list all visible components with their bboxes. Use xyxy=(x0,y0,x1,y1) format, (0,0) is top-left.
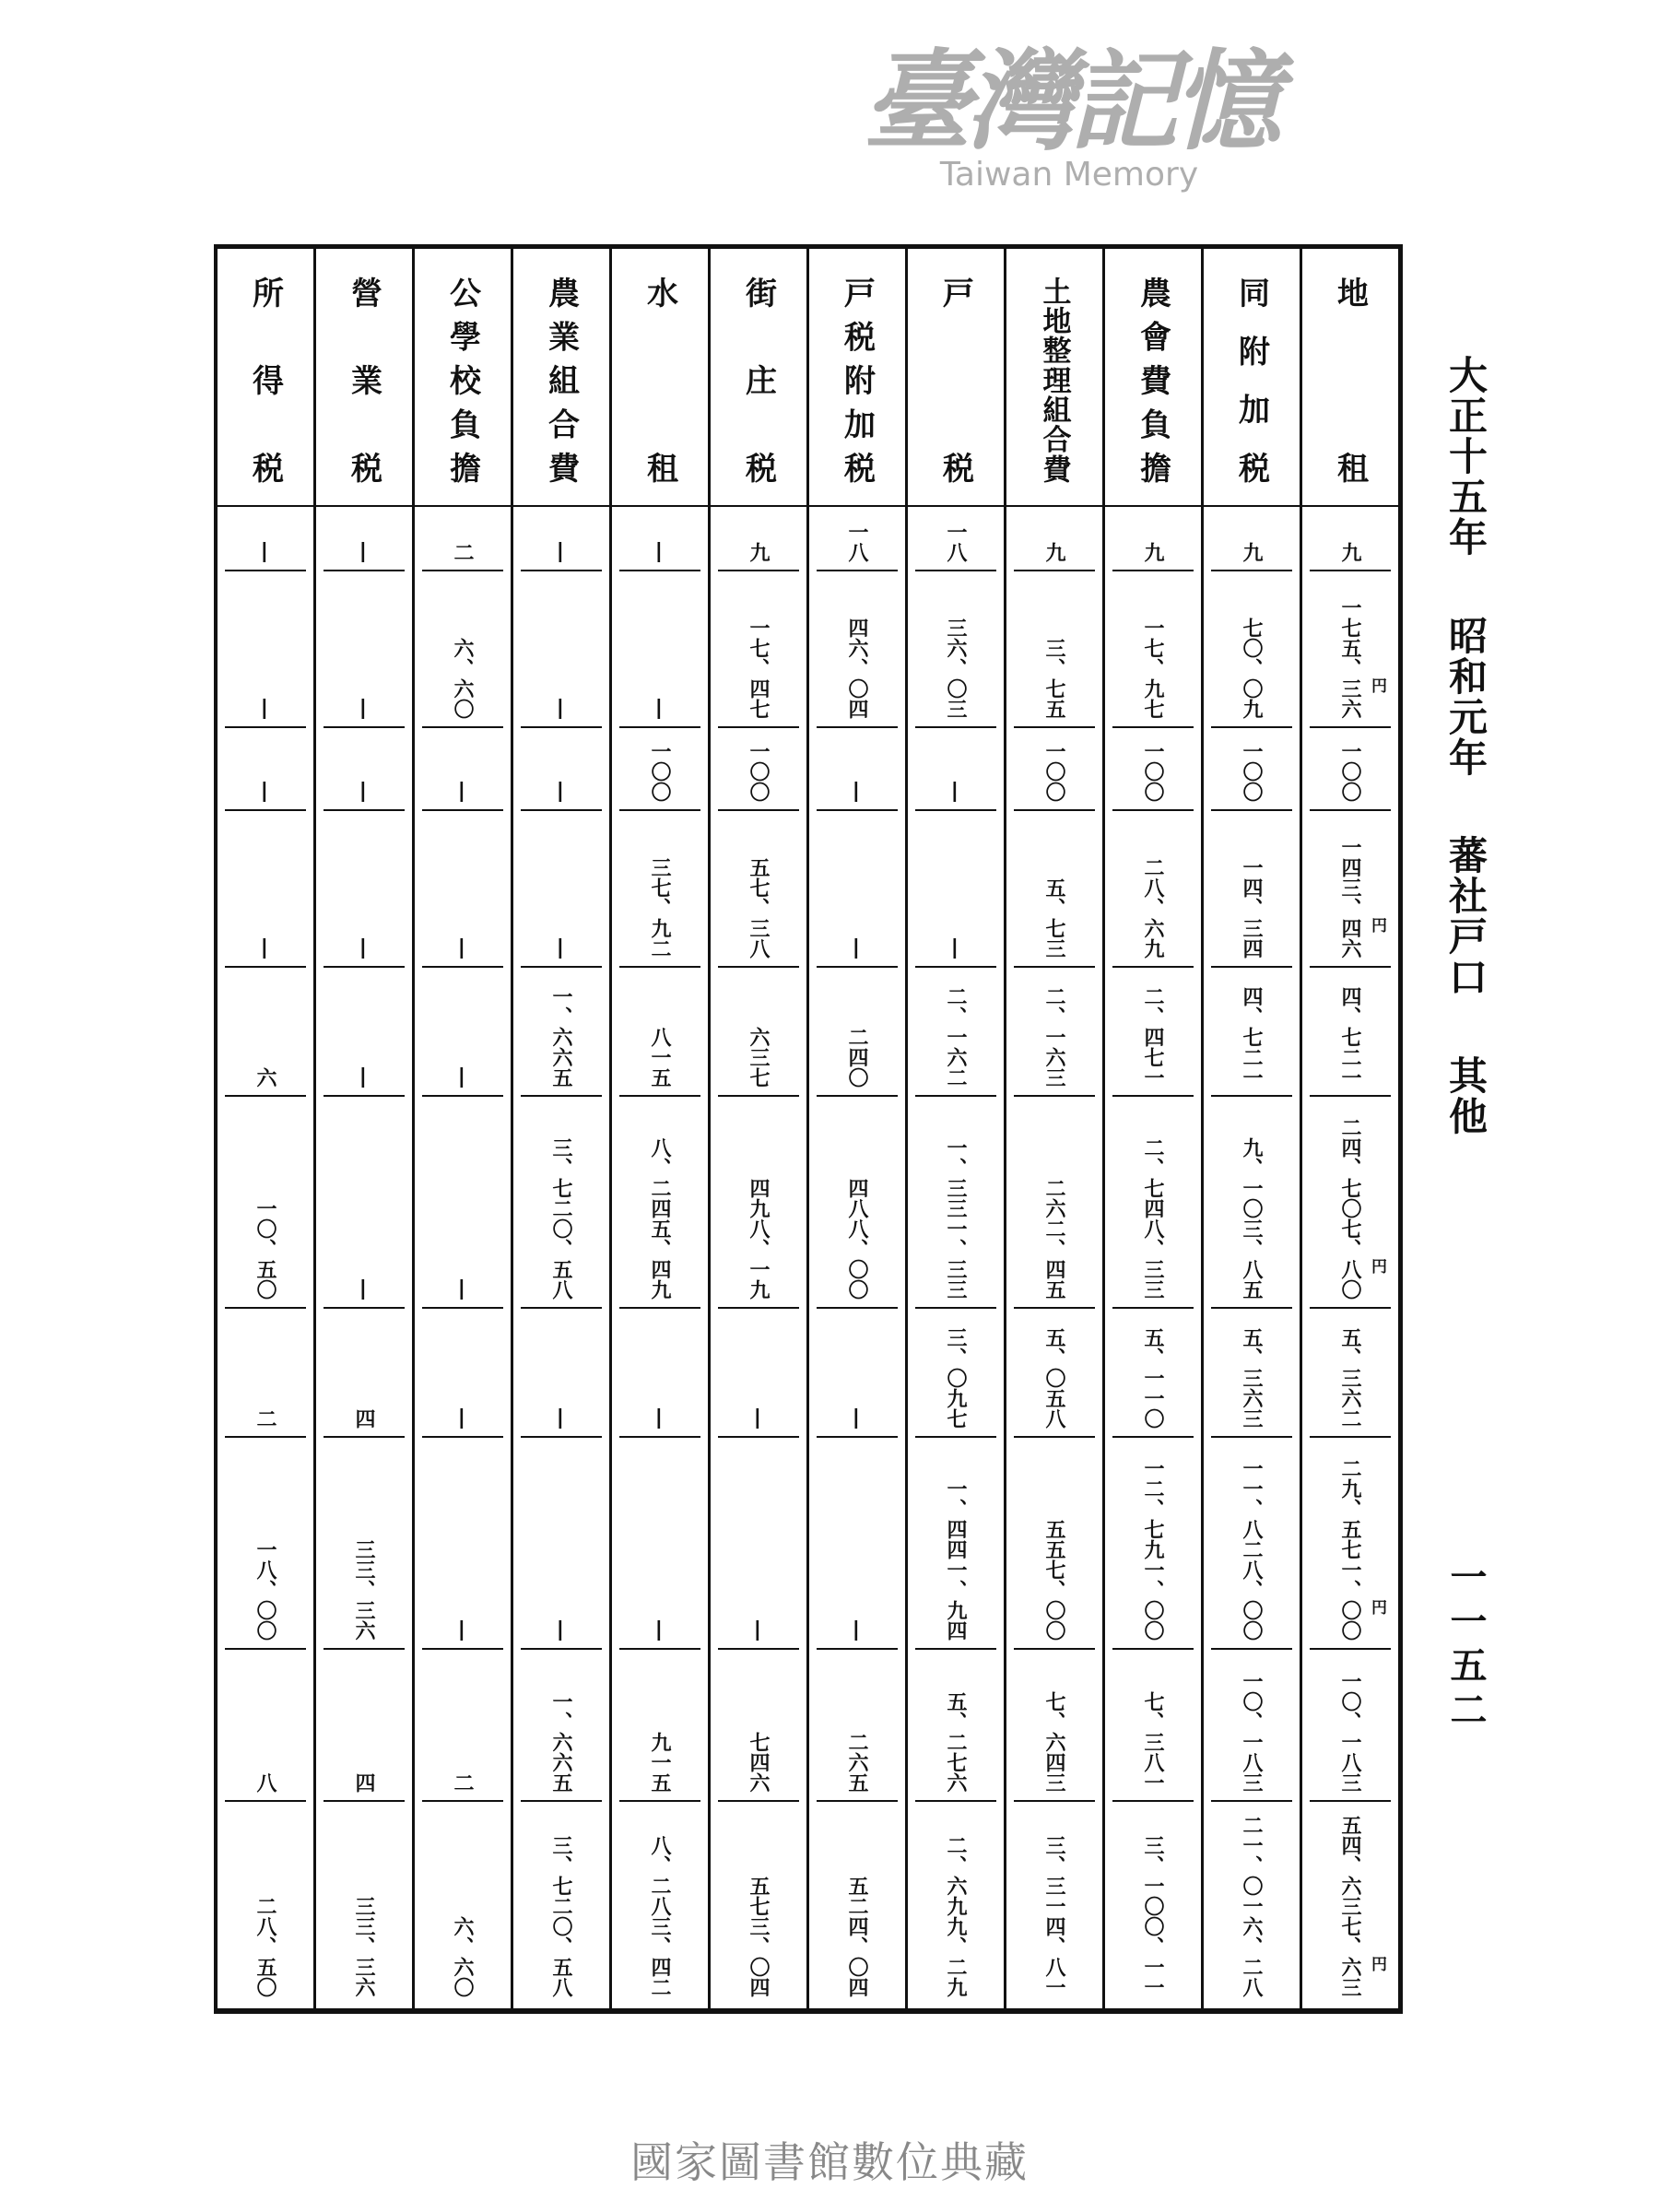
cell-value: 七、三八一 xyxy=(1141,1691,1165,1793)
cell-value: 三、一〇〇、一一 xyxy=(1141,1835,1165,1997)
cell-value: ― xyxy=(352,1279,376,1300)
cell-value: ― xyxy=(549,699,573,719)
table-cell xyxy=(1310,1097,1391,1309)
cell-value: 一七五、三六 xyxy=(1338,597,1362,719)
column-header-label: 戸税附加税 xyxy=(838,276,876,483)
table-cell xyxy=(1310,571,1391,728)
unit-label: 円 xyxy=(1368,677,1386,693)
table-cell xyxy=(324,571,405,728)
cell-value: 二四〇 xyxy=(845,1027,869,1088)
cell-value: 一八 xyxy=(944,522,968,562)
cell-value: 七、六四三 xyxy=(1042,1691,1066,1793)
table-cell xyxy=(225,728,306,811)
table-cell xyxy=(718,1309,799,1438)
table-cell xyxy=(422,571,503,728)
table-cell xyxy=(422,811,503,968)
cell-value: ― xyxy=(352,699,376,719)
cell-value: ― xyxy=(451,938,475,959)
cell-value: 一四、三四 xyxy=(1240,857,1264,959)
cell-value: ― xyxy=(451,782,475,802)
cell-value: 五、〇五八 xyxy=(1042,1327,1066,1429)
cell-value: ― xyxy=(648,1408,672,1429)
column-header-label: 土地整理組合費 xyxy=(1037,276,1071,483)
cell-value: 二四、七〇七、八〇 xyxy=(1338,1117,1362,1300)
table-cell xyxy=(225,571,306,728)
cell-value: ― xyxy=(451,1279,475,1300)
table-cell xyxy=(324,811,405,968)
table-cell xyxy=(915,571,996,728)
table-column xyxy=(313,249,412,2008)
table-cell xyxy=(1211,968,1292,1097)
cell-value: 三、〇九七 xyxy=(944,1327,968,1429)
table-cell xyxy=(1014,728,1095,811)
cell-value: 一一、八二八、〇〇 xyxy=(1240,1458,1264,1641)
cell-value: 二六二、四五 xyxy=(1042,1178,1066,1300)
cell-value: 一〇〇 xyxy=(648,741,672,802)
cell-value: 一〇〇 xyxy=(1240,741,1264,802)
table-cell xyxy=(619,968,700,1097)
table-cell xyxy=(1310,1650,1391,1802)
cell-value: 六、六〇 xyxy=(451,1916,475,1997)
cell-value: 九一五 xyxy=(648,1732,672,1793)
column-header xyxy=(1302,249,1398,507)
table-cell xyxy=(422,507,503,571)
table-cell xyxy=(1211,1802,1292,2005)
cell-value: 二 xyxy=(451,542,475,562)
table-cell xyxy=(1112,1097,1194,1309)
cell-value: 二六五 xyxy=(845,1732,869,1793)
table-cell xyxy=(915,968,996,1097)
cell-value: ― xyxy=(845,938,869,959)
table-column xyxy=(218,249,313,2008)
cell-value: ― xyxy=(451,1620,475,1641)
table-cell xyxy=(619,1650,700,1802)
table-cell xyxy=(619,1802,700,2005)
cell-value: ― xyxy=(549,1620,573,1641)
table-cell xyxy=(718,507,799,571)
table-cell xyxy=(225,1309,306,1438)
column-header-label: 農業組合費 xyxy=(542,276,580,483)
cell-value: 七四六 xyxy=(747,1732,771,1793)
table-cell xyxy=(915,1650,996,1802)
cell-value: 三、七五 xyxy=(1042,638,1066,719)
table-cell xyxy=(1112,571,1194,728)
cell-value: 八、二八三、四二 xyxy=(648,1835,672,1997)
cell-value: 三六、〇三 xyxy=(944,618,968,719)
table-column xyxy=(905,249,1004,2008)
table-cell xyxy=(1112,1438,1194,1650)
table-cell xyxy=(915,1802,996,2005)
table-cell xyxy=(915,1309,996,1438)
cell-value: 四 xyxy=(352,1772,376,1793)
table-cell xyxy=(718,728,799,811)
cell-value: 二、四七一 xyxy=(1141,986,1165,1088)
table-cell xyxy=(422,1438,503,1650)
cell-value: ― xyxy=(944,938,968,959)
column-header xyxy=(218,249,313,507)
table-column xyxy=(412,249,511,2008)
unit-label: 円 xyxy=(1368,1956,1386,1971)
column-header-label: 所得税 xyxy=(246,276,284,483)
cell-value: ― xyxy=(845,1408,869,1429)
unit-label: 円 xyxy=(1368,1258,1386,1274)
table-column xyxy=(609,249,708,2008)
cell-value: 九 xyxy=(1240,542,1264,562)
column-header xyxy=(316,249,412,507)
cell-value: ― xyxy=(648,1620,672,1641)
table-cell xyxy=(521,571,602,728)
table-cell xyxy=(1211,1438,1292,1650)
cell-value: 三、三一四、八一 xyxy=(1042,1835,1066,1997)
table-cell xyxy=(1014,1802,1095,2005)
table-cell xyxy=(1310,507,1391,571)
table-cell xyxy=(718,1438,799,1650)
table-cell xyxy=(1310,728,1391,811)
table-cell xyxy=(1014,1650,1095,1802)
table-column xyxy=(1004,249,1102,2008)
table-cell xyxy=(521,507,602,571)
table-cell xyxy=(521,1438,602,1650)
table-column xyxy=(1300,249,1398,2008)
cell-value: 一〇〇 xyxy=(1338,741,1362,802)
cell-value: 五七、三八 xyxy=(747,857,771,959)
cell-value: 二、一六三 xyxy=(1042,986,1066,1088)
table-cell xyxy=(1112,1650,1194,1802)
cell-value: ― xyxy=(253,542,277,562)
table-cell xyxy=(324,1438,405,1650)
cell-value: ― xyxy=(352,938,376,959)
table-cell xyxy=(1310,1309,1391,1438)
table-cell xyxy=(1112,507,1194,571)
cell-value: ― xyxy=(253,938,277,959)
cell-value: 四 xyxy=(352,1408,376,1429)
table-cell xyxy=(817,728,898,811)
table-cell xyxy=(817,1650,898,1802)
table-cell xyxy=(225,1097,306,1309)
cell-value: 五、三六三 xyxy=(1240,1327,1264,1429)
table-cell xyxy=(521,811,602,968)
cell-value: 三、七二〇、五八 xyxy=(549,1835,573,1997)
table-cell xyxy=(1014,968,1095,1097)
table-cell xyxy=(1014,1097,1095,1309)
cell-value: ― xyxy=(944,782,968,802)
column-header-label: 公學校負擔 xyxy=(443,276,481,483)
table-cell xyxy=(521,1650,602,1802)
caption-era-showa: 昭和元年 xyxy=(1443,615,1488,778)
table-cell xyxy=(324,1309,405,1438)
table-cell xyxy=(521,728,602,811)
cell-value: ― xyxy=(549,542,573,562)
page-number: 一一五二 xyxy=(1444,1558,1488,1735)
caption-era-taisho: 大正十五年 xyxy=(1443,355,1488,558)
cell-value: 二、七四八、三三 xyxy=(1141,1137,1165,1300)
cell-value: ― xyxy=(352,1067,376,1088)
table-cell xyxy=(324,507,405,571)
cell-value: 五、一一〇 xyxy=(1141,1327,1165,1429)
cell-value: 一〇〇 xyxy=(1042,741,1066,802)
table-cell xyxy=(619,1097,700,1309)
table-cell xyxy=(1211,1650,1292,1802)
cell-value: 五五七、〇〇 xyxy=(1042,1519,1066,1641)
table-cell xyxy=(422,968,503,1097)
cell-value: 九 xyxy=(1141,542,1165,562)
cell-value: ― xyxy=(352,782,376,802)
table-cell xyxy=(1112,968,1194,1097)
column-header xyxy=(513,249,609,507)
cell-value: 一四三、四六 xyxy=(1338,837,1362,959)
cell-value: ― xyxy=(747,1620,771,1641)
table-cell xyxy=(225,507,306,571)
cell-value: 一、六六五 xyxy=(549,986,573,1088)
column-header xyxy=(1204,249,1300,507)
table-cell xyxy=(1112,1309,1194,1438)
table-cell xyxy=(1211,1097,1292,1309)
cell-value: ― xyxy=(845,782,869,802)
watermark-title: 臺灣記憶 xyxy=(862,37,1276,165)
table-cell xyxy=(521,1097,602,1309)
table-cell xyxy=(718,811,799,968)
table-cell xyxy=(915,811,996,968)
table-cell xyxy=(1211,1309,1292,1438)
table-cell xyxy=(1112,811,1194,968)
cell-value: 五、二七六 xyxy=(944,1691,968,1793)
cell-value: ― xyxy=(451,1408,475,1429)
table-cell xyxy=(718,571,799,728)
table-cell xyxy=(422,1309,503,1438)
cell-value: 二九、五七一、〇〇 xyxy=(1338,1458,1362,1641)
cell-value: 一八、〇〇 xyxy=(253,1539,277,1641)
table-cell xyxy=(915,1097,996,1309)
table-cell xyxy=(225,1438,306,1650)
column-header-label: 農會費負擔 xyxy=(1134,276,1171,483)
cell-value: 二、一六二 xyxy=(944,986,968,1088)
table-cell xyxy=(225,811,306,968)
cell-value: 五、七三 xyxy=(1042,877,1066,959)
caption-other: 其他 xyxy=(1443,1054,1488,1136)
cell-value: ― xyxy=(648,699,672,719)
cell-value: 四、七二一 xyxy=(1240,986,1264,1088)
table-column xyxy=(806,249,905,2008)
table-cell xyxy=(422,728,503,811)
cell-value: 五四、六三七、六三 xyxy=(1338,1815,1362,1997)
table-cell xyxy=(1014,811,1095,968)
column-header-label: 街庄税 xyxy=(739,276,777,483)
table-cell xyxy=(817,507,898,571)
cell-value: 二、六九九、二九 xyxy=(944,1835,968,1997)
cell-value: 四、七二一 xyxy=(1338,986,1362,1088)
cell-value: 五七三、〇四 xyxy=(747,1876,771,1997)
table-cell xyxy=(619,571,700,728)
cell-value: 四九八、一九 xyxy=(747,1178,771,1300)
table-cell xyxy=(521,1309,602,1438)
table-cell xyxy=(324,1097,405,1309)
table-cell xyxy=(521,1802,602,2005)
unit-label: 円 xyxy=(1368,1599,1386,1615)
table-cell xyxy=(817,1097,898,1309)
cell-value: ― xyxy=(747,1408,771,1429)
cell-value: 一〇、一八三 xyxy=(1338,1671,1362,1793)
cell-value: ― xyxy=(648,542,672,562)
watermark-subtitle: Taiwan Memory xyxy=(939,156,1199,194)
cell-value: 六 xyxy=(253,1067,277,1088)
table-cell xyxy=(718,968,799,1097)
table-cell xyxy=(817,1309,898,1438)
running-header xyxy=(1438,355,1493,1179)
cell-value: 九、一〇三、八五 xyxy=(1240,1137,1264,1300)
cell-value: ― xyxy=(549,782,573,802)
cell-value: 一八 xyxy=(845,522,869,562)
cell-value: ― xyxy=(549,1408,573,1429)
cell-value: 一〇、一八三 xyxy=(1240,1671,1264,1793)
table-cell xyxy=(915,507,996,571)
column-header xyxy=(809,249,905,507)
column-header-label: 營業税 xyxy=(345,276,382,483)
table-cell xyxy=(619,1309,700,1438)
table-cell xyxy=(1112,1802,1194,2005)
column-header-label: 同附加税 xyxy=(1232,276,1270,483)
table-cell xyxy=(324,968,405,1097)
cell-value: ― xyxy=(845,1620,869,1641)
cell-value: ― xyxy=(451,1067,475,1088)
unit-label: 円 xyxy=(1368,917,1386,933)
table-column xyxy=(1102,249,1201,2008)
table-cell xyxy=(718,1097,799,1309)
column-header xyxy=(711,249,806,507)
cell-value: 五二四、〇四 xyxy=(845,1876,869,1997)
cell-value: ― xyxy=(549,938,573,959)
cell-value: 三、七二〇、五八 xyxy=(549,1137,573,1300)
table-cell xyxy=(619,507,700,571)
column-header-label: 戸税 xyxy=(936,276,974,483)
cell-value: 八一五 xyxy=(648,1027,672,1088)
table-cell xyxy=(225,968,306,1097)
cell-value: 九 xyxy=(747,542,771,562)
table-cell xyxy=(1112,728,1194,811)
footer-credit: 國家圖書館數位典藏 xyxy=(630,2137,1029,2187)
table-cell xyxy=(1310,968,1391,1097)
table-cell xyxy=(1014,507,1095,571)
cell-value: 四八八、〇〇 xyxy=(845,1178,869,1300)
tax-table xyxy=(214,244,1403,2014)
cell-value: 一七、九七 xyxy=(1141,618,1165,719)
cell-value: 五、三六二 xyxy=(1338,1327,1362,1429)
cell-value: 九 xyxy=(1042,542,1066,562)
column-header xyxy=(612,249,708,507)
table-cell xyxy=(1014,1438,1095,1650)
table-cell xyxy=(718,1650,799,1802)
table-cell xyxy=(619,728,700,811)
table-cell xyxy=(1211,728,1292,811)
caption-section: 蕃社戸口 xyxy=(1443,835,1488,998)
table-cell xyxy=(817,1802,898,2005)
table-cell xyxy=(915,728,996,811)
cell-value: 二八、六九 xyxy=(1141,857,1165,959)
cell-value: ― xyxy=(253,782,277,802)
table-cell xyxy=(1014,1309,1095,1438)
cell-value: 一、六六五 xyxy=(549,1691,573,1793)
table-cell xyxy=(1211,507,1292,571)
cell-value: 一、三三一、三三 xyxy=(944,1137,968,1300)
table-cell xyxy=(915,1438,996,1650)
cell-value: 一二、七九一、〇〇 xyxy=(1141,1458,1165,1641)
cell-value: 一、四四一、九四 xyxy=(944,1478,968,1641)
column-header-label: 地租 xyxy=(1331,276,1369,483)
cell-value: 二八、五〇 xyxy=(253,1896,277,1997)
watermark-logo xyxy=(830,37,1309,212)
cell-value: 九 xyxy=(1338,542,1362,562)
table-cell xyxy=(521,968,602,1097)
cell-value: 三七、九二 xyxy=(648,857,672,959)
table-cell xyxy=(1211,571,1292,728)
column-header xyxy=(1105,249,1201,507)
column-header xyxy=(415,249,511,507)
cell-value: 八 xyxy=(253,1772,277,1793)
cell-value: 二 xyxy=(451,1772,475,1793)
table-cell xyxy=(817,811,898,968)
table-cell xyxy=(1211,811,1292,968)
cell-value: ― xyxy=(253,699,277,719)
table-cell xyxy=(817,571,898,728)
cell-value: 二一、〇一六、二八 xyxy=(1240,1815,1264,1997)
table-cell xyxy=(1014,571,1095,728)
table-cell xyxy=(817,968,898,1097)
cell-value: 一〇、五〇 xyxy=(253,1198,277,1300)
table-cell xyxy=(422,1097,503,1309)
table-cell xyxy=(1310,1438,1391,1650)
cell-value: 三三、三六 xyxy=(352,1539,376,1641)
table-cell xyxy=(225,1802,306,2005)
cell-value: 三三、三六 xyxy=(352,1896,376,1997)
table-cell xyxy=(324,1802,405,2005)
cell-value: 二 xyxy=(253,1408,277,1429)
cell-value: ― xyxy=(352,542,376,562)
cell-value: 六、六〇 xyxy=(451,638,475,719)
cell-value: 七〇、〇九 xyxy=(1240,618,1264,719)
table-cell xyxy=(422,1802,503,2005)
table-cell xyxy=(718,1802,799,2005)
table-cell xyxy=(324,728,405,811)
column-header xyxy=(1006,249,1102,507)
table-column xyxy=(1201,249,1300,2008)
cell-value: 一〇〇 xyxy=(747,741,771,802)
cell-value: 一七、四七 xyxy=(747,618,771,719)
cell-value: 一〇〇 xyxy=(1141,741,1165,802)
table-cell xyxy=(324,1650,405,1802)
cell-value: 四六、〇四 xyxy=(845,618,869,719)
table-cell xyxy=(225,1650,306,1802)
table-column xyxy=(708,249,806,2008)
table-cell xyxy=(422,1650,503,1802)
cell-value: 八、二四五、四九 xyxy=(648,1137,672,1300)
table-cell xyxy=(619,1438,700,1650)
table-cell xyxy=(1310,811,1391,968)
table-cell xyxy=(619,811,700,968)
table-cell xyxy=(817,1438,898,1650)
table-column xyxy=(511,249,609,2008)
column-header xyxy=(908,249,1004,507)
table-cell xyxy=(1310,1802,1391,2005)
column-header-label: 水租 xyxy=(641,276,678,483)
cell-value: 六三七 xyxy=(747,1027,771,1088)
